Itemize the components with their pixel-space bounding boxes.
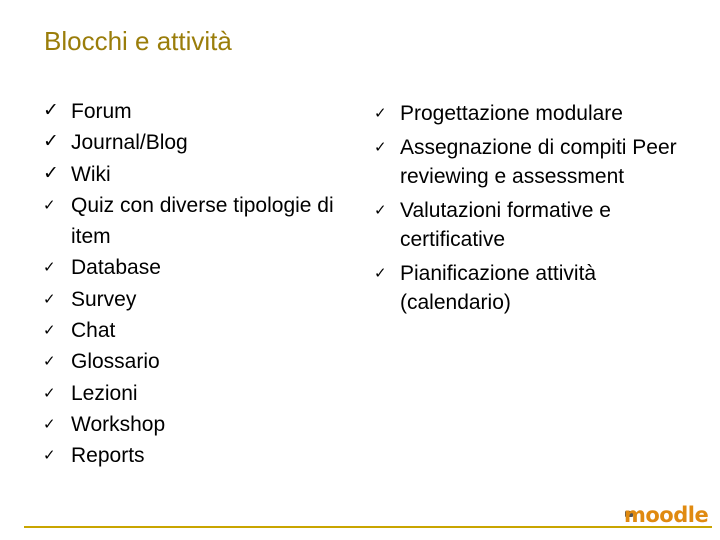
list-item: [43, 440, 363, 471]
list-item: [43, 96, 363, 127]
checkmark-icon: ✓: [43, 322, 56, 340]
list-item: [374, 196, 694, 254]
list-item-text: Quiz con diverse tipologie di item: [71, 193, 334, 249]
checkmark-icon: ✓: [43, 447, 56, 465]
list-item: [43, 190, 363, 253]
list-item-text: Valutazioni formative e certificative: [400, 199, 611, 251]
checkmark-icon: ✓: [43, 415, 56, 433]
checkmark-icon: ✓: [43, 100, 59, 121]
slide-title: Blocchi e attività: [44, 26, 232, 56]
list-item: [43, 252, 363, 283]
list-item: [43, 284, 363, 315]
list-item: [43, 378, 363, 409]
checkmark-icon: ✓: [374, 202, 387, 219]
checkmark-icon: ✓: [374, 265, 387, 282]
right-bullet-list: [374, 99, 694, 322]
list-item-text: Journal/Blog: [71, 131, 188, 155]
list-item: [374, 99, 694, 128]
list-item: [374, 259, 694, 317]
checkmark-icon: ✓: [374, 105, 387, 122]
list-item: [43, 159, 363, 190]
checkmark-icon: ✓: [43, 196, 56, 214]
footer-divider: [24, 526, 712, 528]
list-item-text: Wiki: [71, 162, 111, 186]
list-item-text: Reports: [71, 444, 145, 468]
list-item-text: Survey: [71, 287, 137, 311]
list-item-text: Workshop: [71, 412, 166, 436]
list-item-text: Progettazione modulare: [400, 102, 623, 125]
list-item: [43, 409, 363, 440]
list-item-text: Assegnazione di compiti Peer reviewing e assessment: [400, 136, 677, 188]
left-bullet-list: [43, 96, 363, 472]
checkmark-icon: ✓: [43, 384, 56, 402]
list-item-text: Chat: [71, 319, 116, 343]
list-item: [43, 315, 363, 346]
list-item: [43, 346, 363, 377]
checkmark-icon: ✓: [43, 259, 56, 277]
list-item-text: Forum: [71, 100, 132, 123]
checkmark-icon: ✓: [43, 162, 59, 184]
moodle-logo: moodle: [624, 503, 709, 527]
checkmark-icon: ✓: [43, 353, 56, 371]
list-item-text: Database: [71, 256, 161, 280]
checkmark-icon: ✓: [43, 290, 56, 308]
list-item: [43, 127, 363, 158]
list-item-text: Lezioni: [71, 381, 138, 405]
checkmark-icon: ✓: [43, 131, 59, 153]
list-item-text: Pianificazione attività (calendario): [400, 262, 597, 314]
checkmark-icon: ✓: [374, 139, 387, 156]
list-item: [374, 133, 694, 191]
list-item-text: Glossario: [71, 350, 160, 374]
